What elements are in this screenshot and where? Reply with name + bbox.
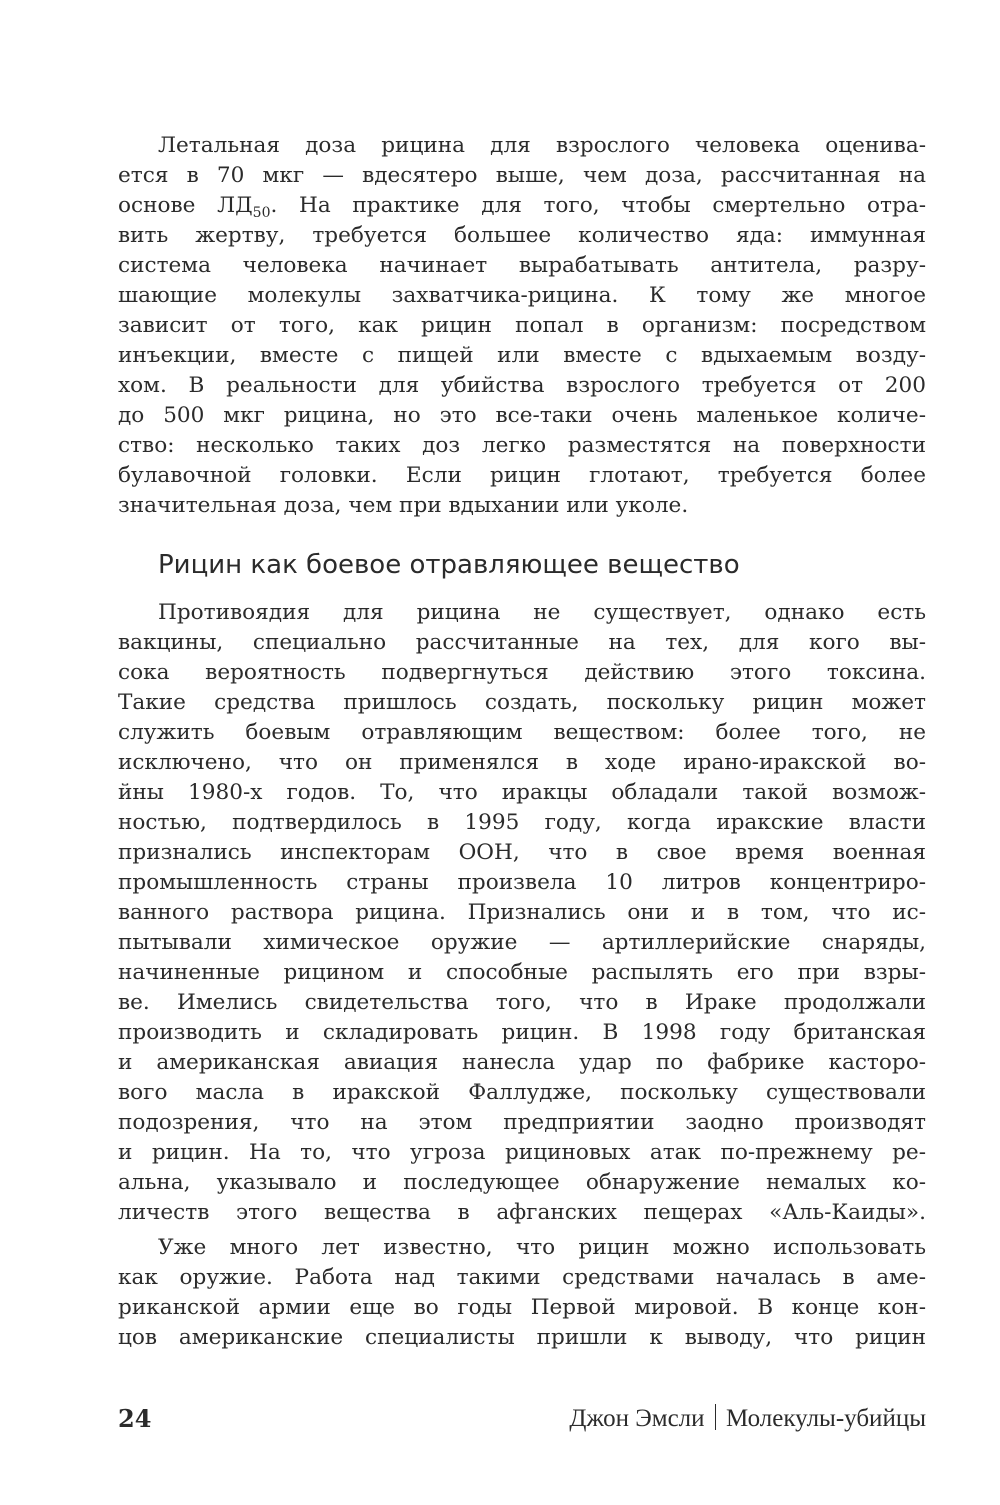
text-line: служить боевым отравляющим веществом: более того, не xyxy=(118,720,926,745)
text-line: ностью, подтвердилось в 1995 году, когда иракские власти xyxy=(118,810,926,835)
text-line: значительная доза, чем при вдыхании или уколе. xyxy=(118,493,689,518)
text-line: как оружие. Работа над такими средствами началась в аме- xyxy=(118,1265,926,1290)
text-line: вить жертву, требуется большее количество яда: иммунная xyxy=(118,223,926,248)
author-name: Джон Эмсли xyxy=(569,1405,705,1432)
text-line: исключено, что он применялся в ходе ирано-иракской во- xyxy=(118,750,926,775)
text-line: йны 1980-х годов. То, что иракцы обладали такой возмож- xyxy=(118,780,926,805)
text-line: Летальная доза рицина для взрослого человека оценива- xyxy=(158,133,926,158)
text-line: производить и складировать рицин. В 1998 году британская xyxy=(118,1020,926,1045)
book-page xyxy=(118,0,926,1505)
text-line: вакцины, специально рассчитанные на тех, для кого вы- xyxy=(118,630,926,655)
text-line: подозрения, что на этом предприятии заодно производят xyxy=(118,1110,926,1135)
text-line: Такие средства пришлось создать, поскольку рицин может xyxy=(118,690,926,715)
text-line: Уже много лет известно, что рицин можно использовать xyxy=(158,1235,926,1260)
ld-text: основе ЛД xyxy=(118,193,253,218)
ld-text-after: . На практике для того, чтобы смертельно отра- xyxy=(270,193,926,218)
section-heading: Рицин как боевое отравляющее вещество xyxy=(158,550,740,580)
text-line: цов американские специалисты пришли к выводу, что рицин xyxy=(118,1325,926,1350)
text-line: система человека начинает вырабатывать антитела, разру- xyxy=(118,253,926,278)
text-line: ве. Имелись свидетельства того, что в Ираке продолжали xyxy=(118,990,926,1015)
running-head xyxy=(569,1402,926,1436)
text-line: хом. В реальности для убийства взрослого требуется от 200 xyxy=(118,373,926,398)
text-line: пытывали химическое оружие — артиллерийские снаряды, xyxy=(118,930,926,955)
text-line: промышленность страны произвела 10 литров концентриро- xyxy=(118,870,926,895)
book-title: Молекулы-убийцы xyxy=(726,1405,926,1432)
separator-bar xyxy=(715,1404,717,1430)
text-line: инъекции, вместе с пищей или вместе с вдыхаемым возду- xyxy=(118,343,926,368)
page-footer xyxy=(118,1402,926,1436)
text-line: и рицин. На то, что угроза рициновых атак по-прежнему ре- xyxy=(118,1140,926,1165)
page-number: 24 xyxy=(118,1404,152,1433)
text-line: вого масла в иракской Фаллудже, поскольку существовали xyxy=(118,1080,926,1105)
text-line: Противоядия для рицина не существует, однако есть xyxy=(158,600,926,625)
text-line: до 500 мкг рицина, но это все-таки очень маленькое количе- xyxy=(118,403,926,428)
text-line: шающие молекулы захватчика-рицина. К тому же многое xyxy=(118,283,926,308)
text-line: ванного раствора рицина. Признались они и в том, что ис- xyxy=(118,900,926,925)
text-line: начиненные рицином и способные распылять его при взры- xyxy=(118,960,926,985)
text-line: ство: несколько таких доз легко разместятся на поверхности xyxy=(118,433,926,458)
text-line: личеств этого вещества в афганских пещерах «Аль-Каиды». xyxy=(118,1200,926,1225)
text-line: и американская авиация нанесла удар по фабрике касторо- xyxy=(118,1050,926,1075)
text-line: сока вероятность подвергнуться действию этого токсина. xyxy=(118,660,926,685)
text-line: булавочной головки. Если рицин глотают, требуется более xyxy=(118,463,926,488)
text-line: альна, указывало и последующее обнаружение немалых ко- xyxy=(118,1170,926,1195)
text-line: признались инспекторам ООН, что в свое время военная xyxy=(118,840,926,865)
text-line: риканской армии еще во годы Первой мировой. В конце кон- xyxy=(118,1295,926,1320)
text-line: зависит от того, как рицин попал в организм: посредством xyxy=(118,313,926,338)
text-line: ется в 70 мкг — вдесятеро выше, чем доза, рассчитанная на xyxy=(118,163,926,188)
ld-subscript: 50 xyxy=(252,205,271,221)
